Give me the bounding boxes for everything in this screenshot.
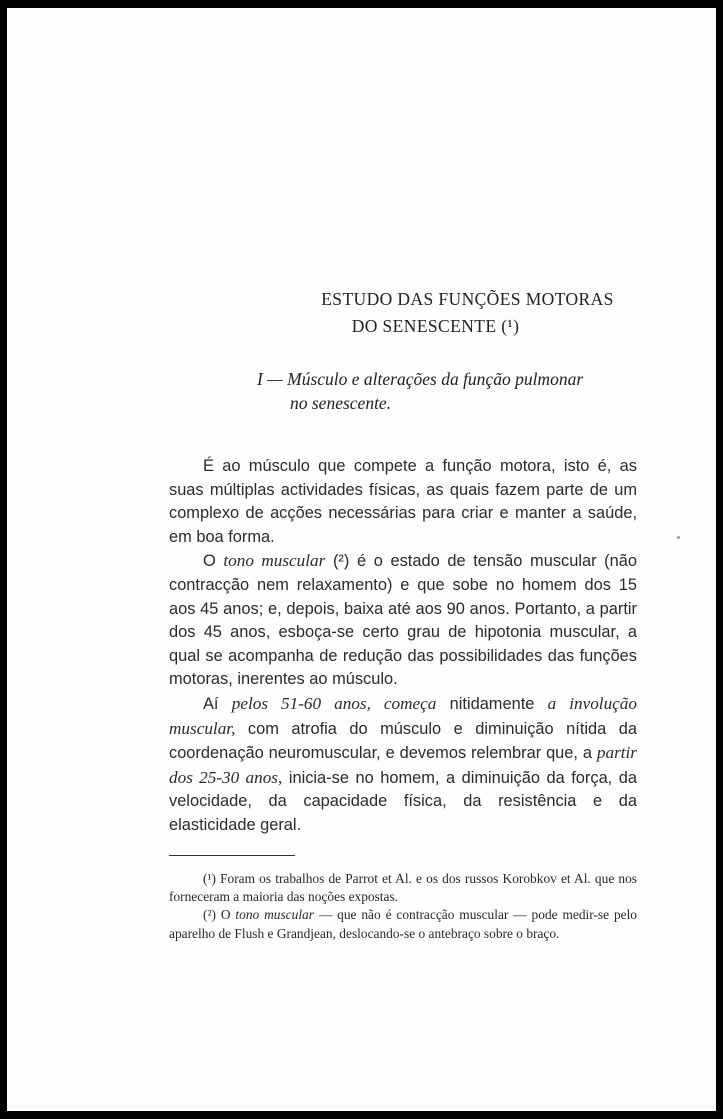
scan-speck [677,536,680,539]
italic-phrase: partir dos 25-30 anos, [169,743,637,787]
footnote-mark: (¹) [203,871,216,886]
paragraph-2: O tono muscular (²) é o estado de tensão muscular (não contracção nem relaxamento) e que sobe no homem dos 15 aos 45 anos; e, depois, baixa até aos 90 anos. Portanto, a partir dos 45 anos, esboça-se certo grau de hipotonia muscular, a qual se acompanha de redução das possibilidades das funções motoras, inerentes ao músculo. [169,551,637,689]
italic-phrase: a involução muscular, [169,693,637,738]
footnotes [169,870,637,943]
document-page [7,8,716,1111]
subtitle-line-1: I — Músculo e alterações da função pulmonar [257,369,584,389]
footnote-ref: (²) [332,552,350,571]
paragraph-1: É ao músculo que compete a função motora, isto é, as suas múltiplas actividades físicas, as quais fazem parte de um complexo de acções necessárias para criar e manter a saúde, em boa forma. [169,457,637,546]
footnote-1: (¹) Foram os trabalhos de Parrot et Al. e os dos russos Korobkov et Al. que nos forneceram a maioria das noções expostas. [169,871,637,905]
footnote-2: (²) O tono muscular — que não é contracção muscular — pode medir-se pelo aparelho de Flush e Grandjean, deslocando-se o antebraço sobre o braço. [169,907,637,941]
italic-phrase: pelos 51-60 anos, começa [231,693,437,713]
title-line-2: DO SENESCENTE (¹) [351,316,520,336]
footnote-mark: (²) [203,907,216,923]
paragraph-3: Aí pelos 51-60 anos, começa nitidamente a involução muscular, com atrofia do músculo e diminuição nítida da coordenação neuromuscular, e devemos relembrar que, a partir dos 25-30 anos, inicia-se no homem, a diminuição da força, da velocidade, da capacidade física, da resistência e da elasticidade geral. [169,693,637,834]
body-text [169,455,637,838]
footnote-rule [169,855,295,856]
subtitle-line-2: no senescente. [290,393,392,413]
italic-term: tono muscular [223,551,326,571]
title-line-1: ESTUDO DAS FUNÇÕES MOTORAS [321,289,614,309]
